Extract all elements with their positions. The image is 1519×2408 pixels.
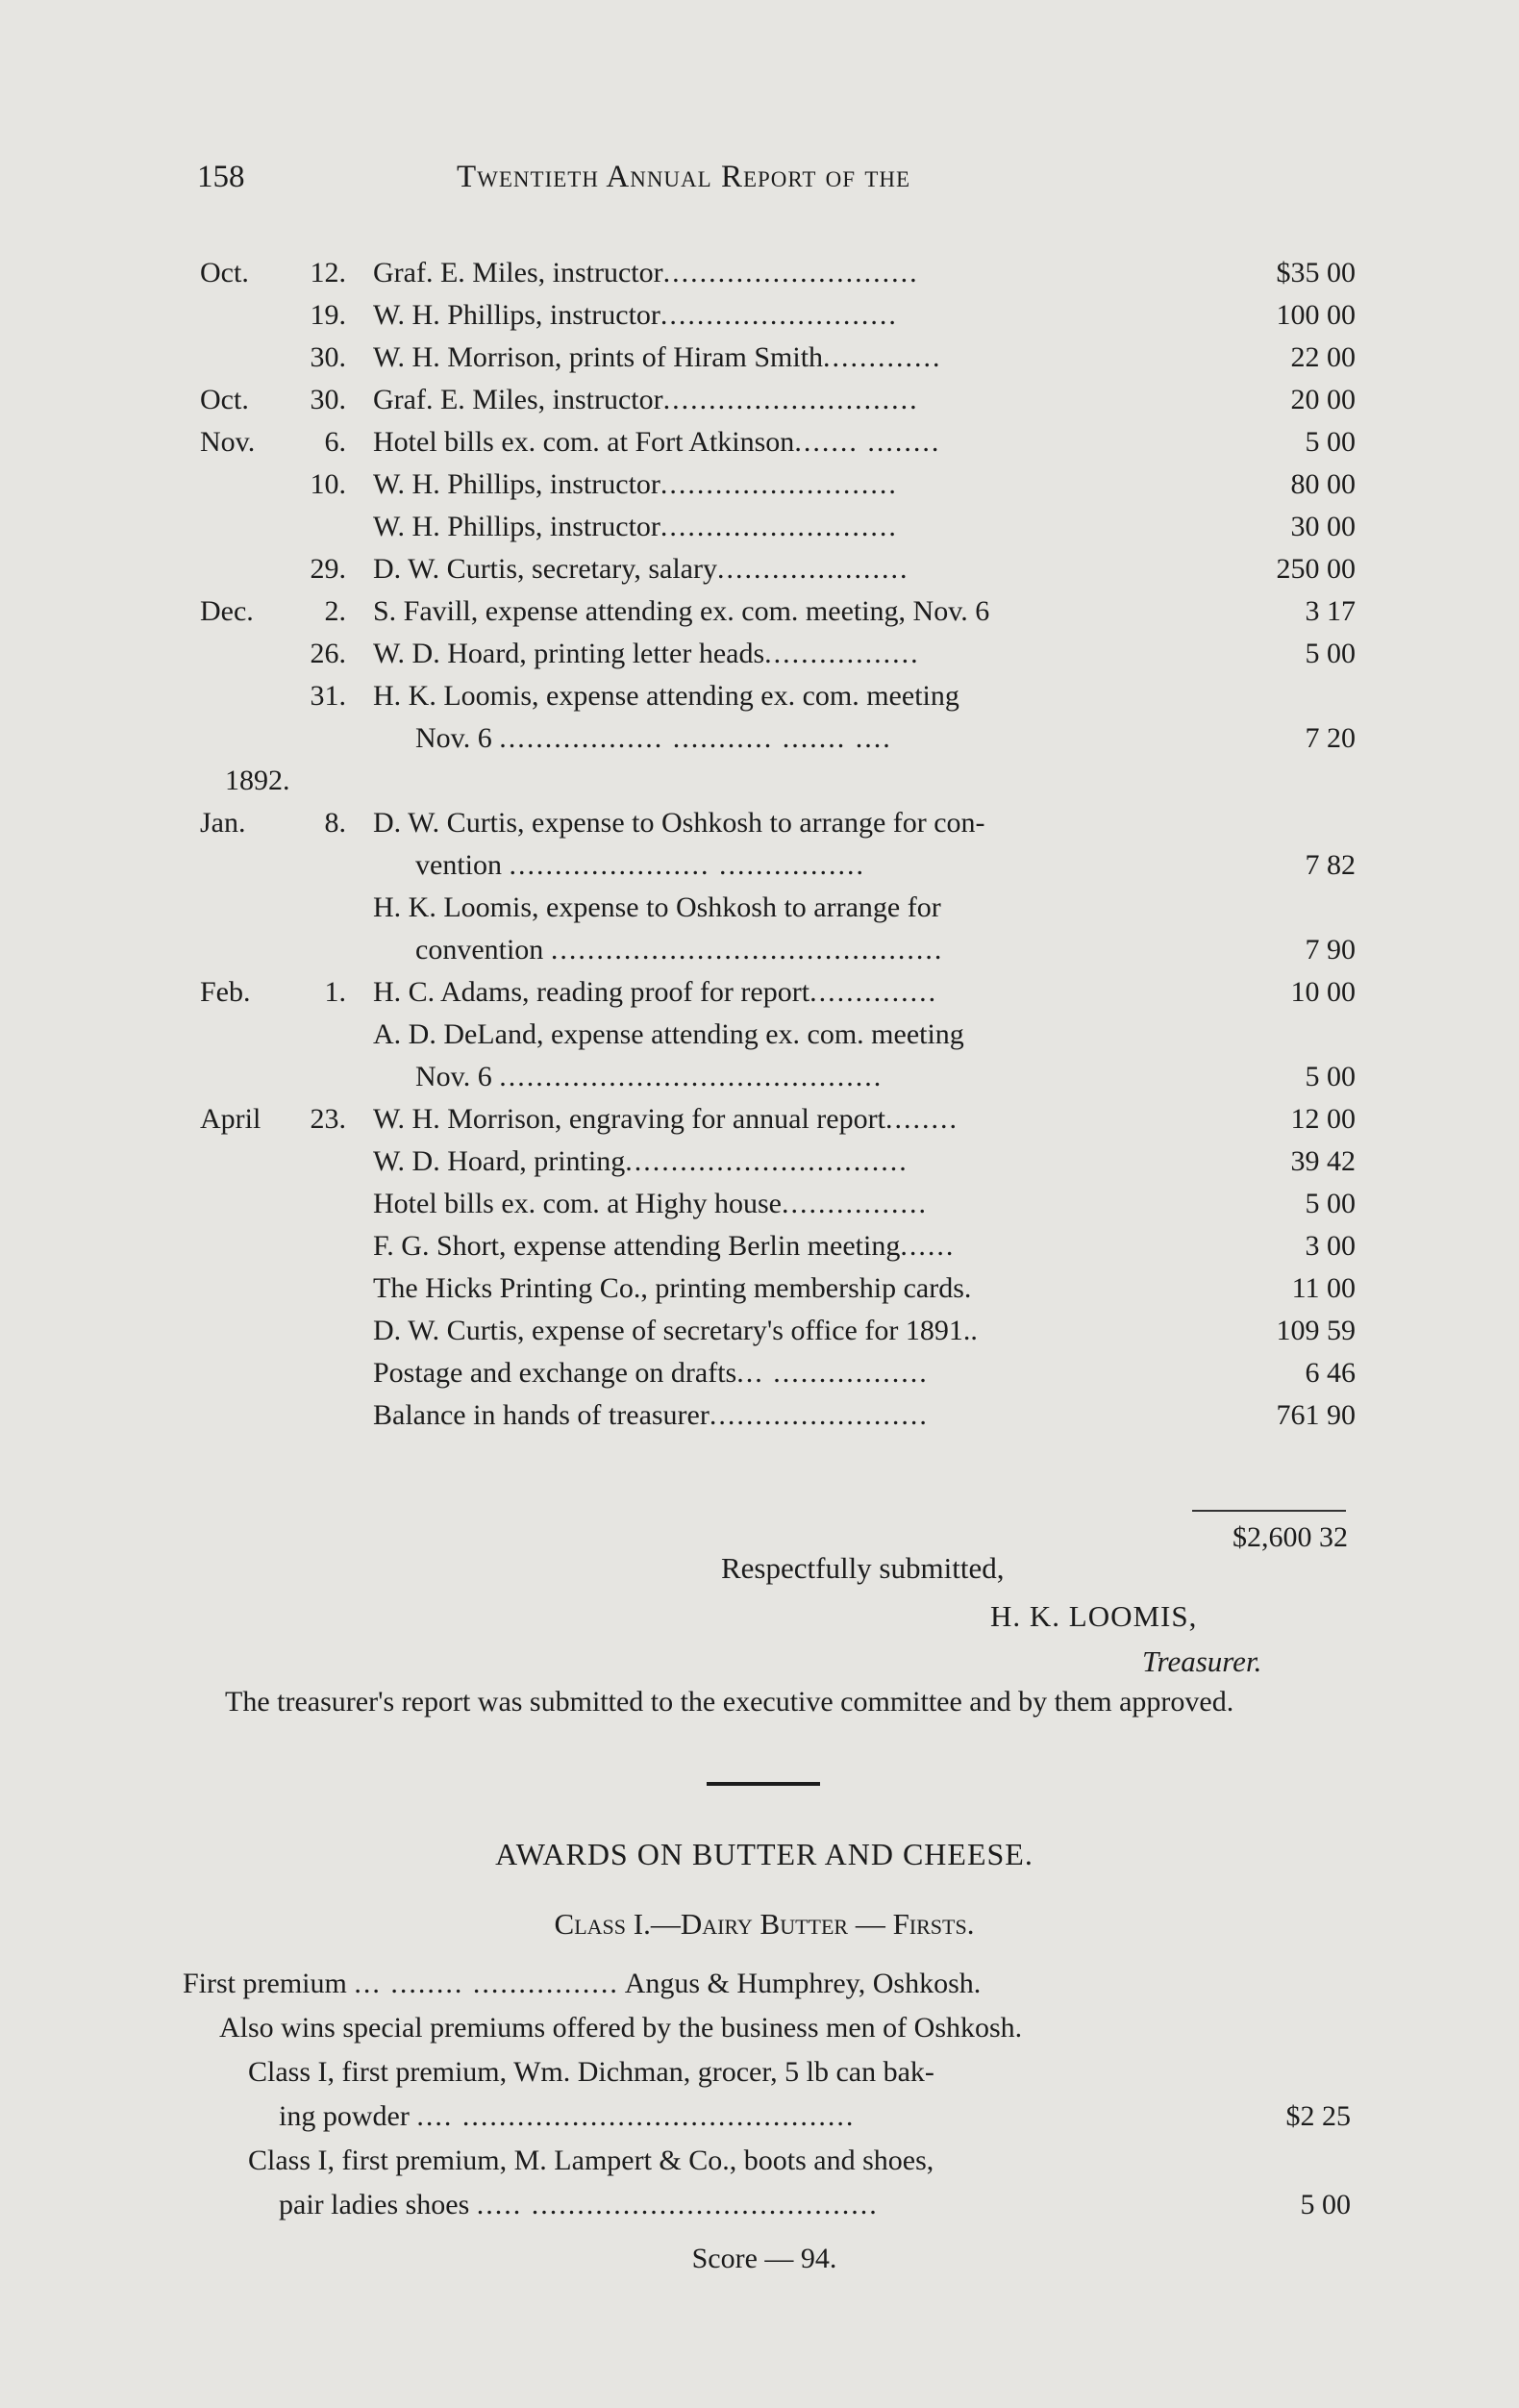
leader-dots: .......................... bbox=[660, 511, 898, 542]
ledger-description-text: F. G. Short, expense attending Berlin meeting bbox=[373, 1230, 901, 1262]
leader-dots: ............................ bbox=[662, 257, 919, 288]
award-item-1-amount: $2 25 bbox=[1285, 2100, 1351, 2132]
leader-dots: ............. bbox=[823, 341, 942, 373]
page-header bbox=[197, 160, 1351, 208]
ledger-day: 1. bbox=[324, 976, 346, 1008]
ledger-amount: 7 90 bbox=[1305, 934, 1356, 966]
ledger-table bbox=[192, 252, 1356, 1437]
ledger-description-text: W. D. Hoard, printing bbox=[373, 1145, 626, 1177]
ledger-row bbox=[192, 379, 1356, 421]
ledger-amount: 11 00 bbox=[1291, 1272, 1356, 1304]
ledger-description-continuation: Nov. 6 bbox=[415, 1061, 492, 1092]
ledger-description-continuation: Nov. 6 bbox=[415, 722, 492, 754]
ledger-month: April bbox=[200, 1103, 261, 1135]
ledger-month: Feb. bbox=[200, 976, 251, 1008]
ledger-amount: 109 59 bbox=[1276, 1315, 1356, 1346]
ledger-amount: 10 00 bbox=[1290, 976, 1356, 1008]
ledger-section-1892 bbox=[192, 802, 1356, 1437]
ledger-month: Oct. bbox=[200, 384, 249, 415]
ledger-row bbox=[192, 633, 1356, 675]
ledger-row bbox=[192, 1141, 1356, 1183]
award-item-1-line-2 bbox=[183, 2094, 1351, 2139]
ledger-description-text: W. H. Phillips, instructor bbox=[373, 299, 660, 331]
ledger-row bbox=[192, 252, 1356, 294]
ledger-description-text: S. Favill, expense attending ex. com. meeting, Nov. 6 bbox=[373, 595, 990, 627]
ledger-description-text: W. H. Phillips, instructor bbox=[373, 468, 660, 500]
leader-dots: ................. bbox=[764, 638, 920, 669]
ledger-description-continuation: vention bbox=[415, 849, 502, 881]
leader-dots: ....... ........ bbox=[794, 426, 941, 458]
leader-dots: ... ................. bbox=[736, 1357, 929, 1389]
ledger-description-text: H. C. Adams, reading proof for report bbox=[373, 976, 810, 1008]
ledger-amount: 30 00 bbox=[1290, 511, 1356, 542]
ledger-day: 2. bbox=[324, 595, 346, 627]
ledger-description-text: Balance in hands of treasurer bbox=[373, 1399, 710, 1431]
leader-dots: ... ........ ................ bbox=[354, 1968, 619, 1999]
leader-dots: .................. ........... ....... .... bbox=[499, 722, 892, 754]
ledger-row bbox=[192, 675, 1356, 760]
ledger-description-line-1: H. K. Loomis, expense attending ex. com. meeting bbox=[373, 680, 959, 712]
leader-dots: .............. bbox=[809, 976, 938, 1008]
award-item-2-amount: 5 00 bbox=[1300, 2189, 1351, 2220]
ledger-day: 31. bbox=[310, 680, 346, 712]
award-item-2-line-1: Class I, first premium, M. Lampert & Co., boots and shoes, bbox=[248, 2145, 934, 2176]
ledger-description-line-1: H. K. Loomis, expense to Oshkosh to arrange for bbox=[373, 891, 941, 923]
section-divider bbox=[707, 1782, 820, 1786]
section-heading: AWARDS ON BUTTER AND CHEESE. bbox=[495, 1837, 1033, 1871]
award-item-1-line-1: Class I, first premium, Wm. Dichman, grocer, 5 lb can bak- bbox=[248, 2056, 934, 2088]
first-premium-label: First premium bbox=[183, 1968, 347, 1999]
ledger-amount: 761 90 bbox=[1276, 1399, 1356, 1431]
ledger-amount: 100 00 bbox=[1276, 299, 1356, 331]
ledger-row bbox=[192, 971, 1356, 1014]
ledger-description-line-1: A. D. DeLand, expense attending ex. com. meeting bbox=[373, 1018, 964, 1050]
closing-text: Respectfully submitted, bbox=[721, 1551, 1005, 1585]
ledger-row bbox=[192, 887, 1356, 971]
ledger-day: 12. bbox=[310, 257, 346, 288]
year-label: 1892. bbox=[225, 765, 290, 796]
leader-dots: ............................... bbox=[625, 1145, 909, 1177]
ledger-day: 6. bbox=[324, 426, 346, 458]
ledger-amount: 20 00 bbox=[1290, 384, 1356, 415]
first-premium-winner: Angus & Humphrey, Oshkosh. bbox=[624, 1968, 982, 1999]
ledger-day: 23. bbox=[310, 1103, 346, 1135]
ledger-amount: 250 00 bbox=[1276, 553, 1356, 585]
total-rule bbox=[1192, 1510, 1346, 1512]
ledger-description-text: W. H. Phillips, instructor bbox=[373, 511, 660, 542]
ledger-row bbox=[192, 1310, 1356, 1352]
leader-dots: ............................ bbox=[662, 384, 919, 415]
leader-dots: ........................ bbox=[709, 1399, 929, 1431]
ledger-description-continuation: convention bbox=[415, 934, 544, 966]
ledger-month: Nov. bbox=[200, 426, 256, 458]
class-heading: Class I.—Dairy Butter — Firsts. bbox=[554, 1907, 975, 1941]
ledger-description-text: Hotel bills ex. com. at Highy house bbox=[373, 1188, 782, 1219]
awards-list bbox=[183, 1962, 1351, 2227]
signatory-role: Treasurer. bbox=[1142, 1644, 1262, 1678]
ledger-day: 19. bbox=[310, 299, 346, 331]
ledger-day: 10. bbox=[310, 468, 346, 500]
award-item-2-text: pair ladies shoes bbox=[279, 2189, 470, 2220]
ledger-month: Oct. bbox=[200, 257, 249, 288]
leader-dots: .... ........................................... bbox=[416, 2100, 856, 2132]
running-title: Twentieth Annual Report of the bbox=[457, 160, 911, 194]
leader-dots: ..... ...................................... bbox=[476, 2189, 879, 2220]
ledger-description-text: W. D. Hoard, printing letter heads bbox=[373, 638, 765, 669]
ledger-amount: $35 00 bbox=[1276, 257, 1356, 288]
ledger-month: Dec. bbox=[200, 595, 254, 627]
leader-dots: ........................................... bbox=[550, 934, 944, 966]
ledger-description-text: W. H. Morrison, prints of Hiram Smith bbox=[373, 341, 824, 373]
ledger-row bbox=[192, 337, 1356, 379]
award-item-2-line-2 bbox=[183, 2183, 1351, 2227]
ledger-row bbox=[192, 1267, 1356, 1310]
leader-dots: ...... bbox=[900, 1230, 956, 1262]
leader-dots: .......................................... bbox=[499, 1061, 884, 1092]
ledger-amount: 3 17 bbox=[1305, 595, 1356, 627]
first-premium-line bbox=[183, 1962, 1351, 2006]
ledger-description-text: Postage and exchange on drafts bbox=[373, 1357, 737, 1389]
ledger-amount: 7 82 bbox=[1305, 849, 1356, 881]
ledger-description-text: Graf. E. Miles, instructor bbox=[373, 257, 663, 288]
page-number: 158 bbox=[197, 160, 245, 194]
ledger-row bbox=[192, 548, 1356, 590]
leader-dots: ........ bbox=[884, 1103, 959, 1135]
ledger-amount: 6 46 bbox=[1305, 1357, 1356, 1389]
ledger-row bbox=[192, 1394, 1356, 1437]
ledger-month: Jan. bbox=[200, 807, 246, 839]
ledger-description-text: The Hicks Printing Co., printing membership cards. bbox=[373, 1272, 972, 1304]
ledger-day: 8. bbox=[324, 807, 346, 839]
ledger-amount: 5 00 bbox=[1305, 426, 1356, 458]
ledger-description-text: Hotel bills ex. com. at Fort Atkinson bbox=[373, 426, 795, 458]
leader-dots: .......................... bbox=[660, 468, 898, 500]
ledger-day: 26. bbox=[310, 638, 346, 669]
ledger-row bbox=[192, 1183, 1356, 1225]
ledger-total: $2,600 32 bbox=[1233, 1521, 1348, 1553]
ledger-day: 29. bbox=[310, 553, 346, 585]
ledger-row bbox=[192, 464, 1356, 506]
leader-dots: ...................... ................ bbox=[509, 849, 865, 881]
ledger-description-text: D. W. Curtis, secretary, salary bbox=[373, 553, 717, 585]
ledger-row bbox=[192, 1098, 1356, 1141]
ledger-description-line-1: D. W. Curtis, expense to Oshkosh to arrange for con- bbox=[373, 807, 985, 839]
ledger-day: 30. bbox=[310, 341, 346, 373]
approval-paragraph: The treasurer's report was submitted to the executive committee and by them approved. bbox=[225, 1686, 1234, 1718]
leader-dots: .......................... bbox=[660, 299, 898, 331]
ledger-row bbox=[192, 802, 1356, 887]
ledger-amount: 80 00 bbox=[1290, 468, 1356, 500]
also-wins-line: Also wins special premiums offered by the business men of Oshkosh. bbox=[219, 2012, 1023, 2044]
leader-dots: ..................... bbox=[716, 553, 909, 585]
ledger-description-text: Graf. E. Miles, instructor bbox=[373, 384, 663, 415]
award-item-1-text: ing powder bbox=[279, 2100, 410, 2132]
ledger-amount: 5 00 bbox=[1305, 638, 1356, 669]
ledger-amount: 39 42 bbox=[1290, 1145, 1356, 1177]
ledger-row bbox=[192, 1225, 1356, 1267]
ledger-description-text: D. W. Curtis, expense of secretary's office for 1891.. bbox=[373, 1315, 978, 1346]
ledger-row bbox=[192, 1014, 1356, 1098]
ledger-description-text: W. H. Morrison, engraving for annual report bbox=[373, 1103, 885, 1135]
ledger-amount: 5 00 bbox=[1305, 1061, 1356, 1092]
ledger-row bbox=[192, 294, 1356, 337]
ledger-section-1891 bbox=[192, 252, 1356, 760]
signatory-name: H. K. LOOMIS, bbox=[990, 1599, 1198, 1633]
leader-dots: ................ bbox=[781, 1188, 928, 1219]
ledger-row bbox=[192, 506, 1356, 548]
ledger-amount: 12 00 bbox=[1290, 1103, 1356, 1135]
ledger-amount: 22 00 bbox=[1290, 341, 1356, 373]
ledger-day: 30. bbox=[310, 384, 346, 415]
ledger-amount: 3 00 bbox=[1305, 1230, 1356, 1262]
ledger-row bbox=[192, 421, 1356, 464]
ledger-amount: 7 20 bbox=[1305, 722, 1356, 754]
ledger-row bbox=[192, 590, 1356, 633]
ledger-row bbox=[192, 1352, 1356, 1394]
ledger-amount: 5 00 bbox=[1305, 1188, 1356, 1219]
score-text: Score — 94. bbox=[691, 2243, 837, 2274]
